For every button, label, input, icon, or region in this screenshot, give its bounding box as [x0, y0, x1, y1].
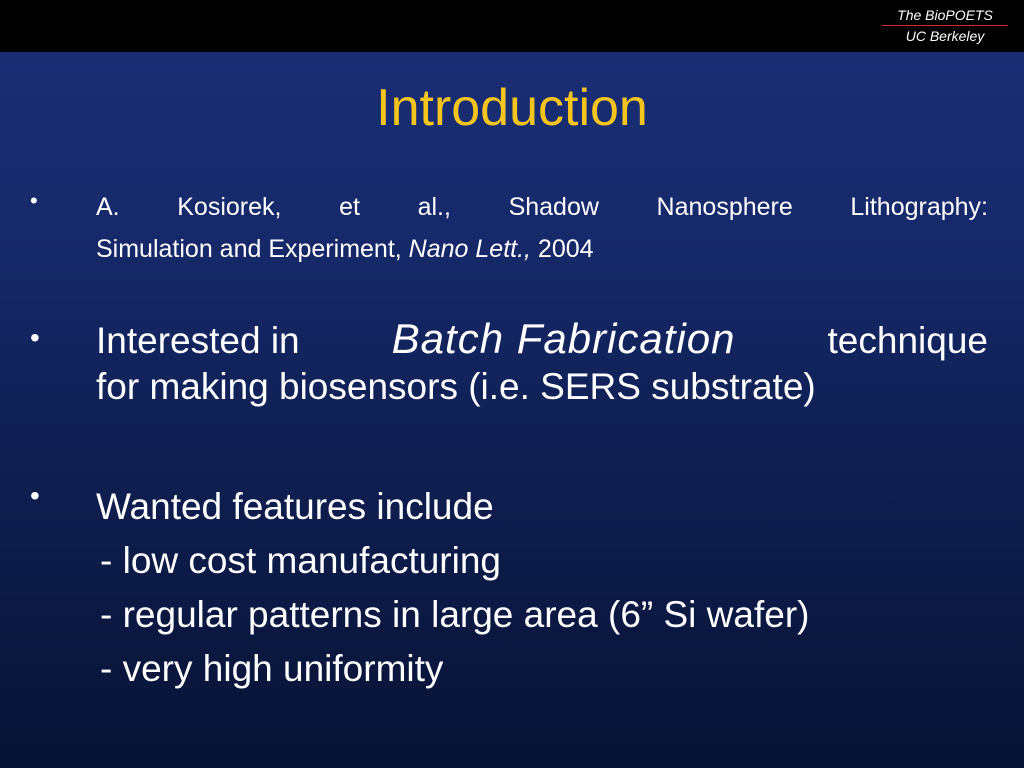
brand-logo [880, 6, 1010, 45]
journal-name: Nano Lett., [408, 235, 531, 263]
bullet-features [96, 480, 988, 696]
bullet-marker: • [30, 322, 40, 353]
reference-word: et [339, 193, 360, 221]
reference-word: al., [417, 193, 451, 221]
bullet-marker: • [30, 480, 40, 511]
reference-line-1 [96, 186, 988, 228]
reference-line-2 [96, 228, 988, 270]
reference-word: Lithography: [850, 193, 988, 221]
interest-suffix: technique [827, 320, 988, 361]
interest-line-2: for making biosensors (i.e. SERS substrate) [96, 366, 816, 407]
reference-word: Kosiorek, [177, 193, 282, 221]
features-heading: Wanted features include [96, 486, 494, 527]
bullet-marker: • [30, 188, 38, 213]
interest-prefix: Interested in [96, 320, 300, 361]
interest-emphasis: Batch Fabrication [391, 315, 736, 362]
brand-name: The BioPOETS [897, 7, 993, 23]
bullet-interest [96, 316, 988, 410]
interest-line-1 [96, 316, 988, 364]
reference-word: Shadow [508, 193, 599, 221]
slide-title: Introduction [376, 79, 648, 137]
reference-title-end: Simulation and Experiment, [96, 235, 409, 263]
reference-word: Nanosphere [656, 193, 793, 221]
brand-affiliation: UC Berkeley [905, 28, 985, 44]
feature-item: - regular patterns in large area (6” Si wafer) [100, 594, 810, 635]
feature-item: - very high uniformity [100, 648, 444, 689]
header-bar [0, 0, 1024, 52]
publication-year: 2004 [530, 235, 594, 263]
bullet-reference [96, 186, 988, 270]
reference-word: A. [96, 193, 120, 221]
feature-item: - low cost manufacturing [100, 540, 502, 581]
